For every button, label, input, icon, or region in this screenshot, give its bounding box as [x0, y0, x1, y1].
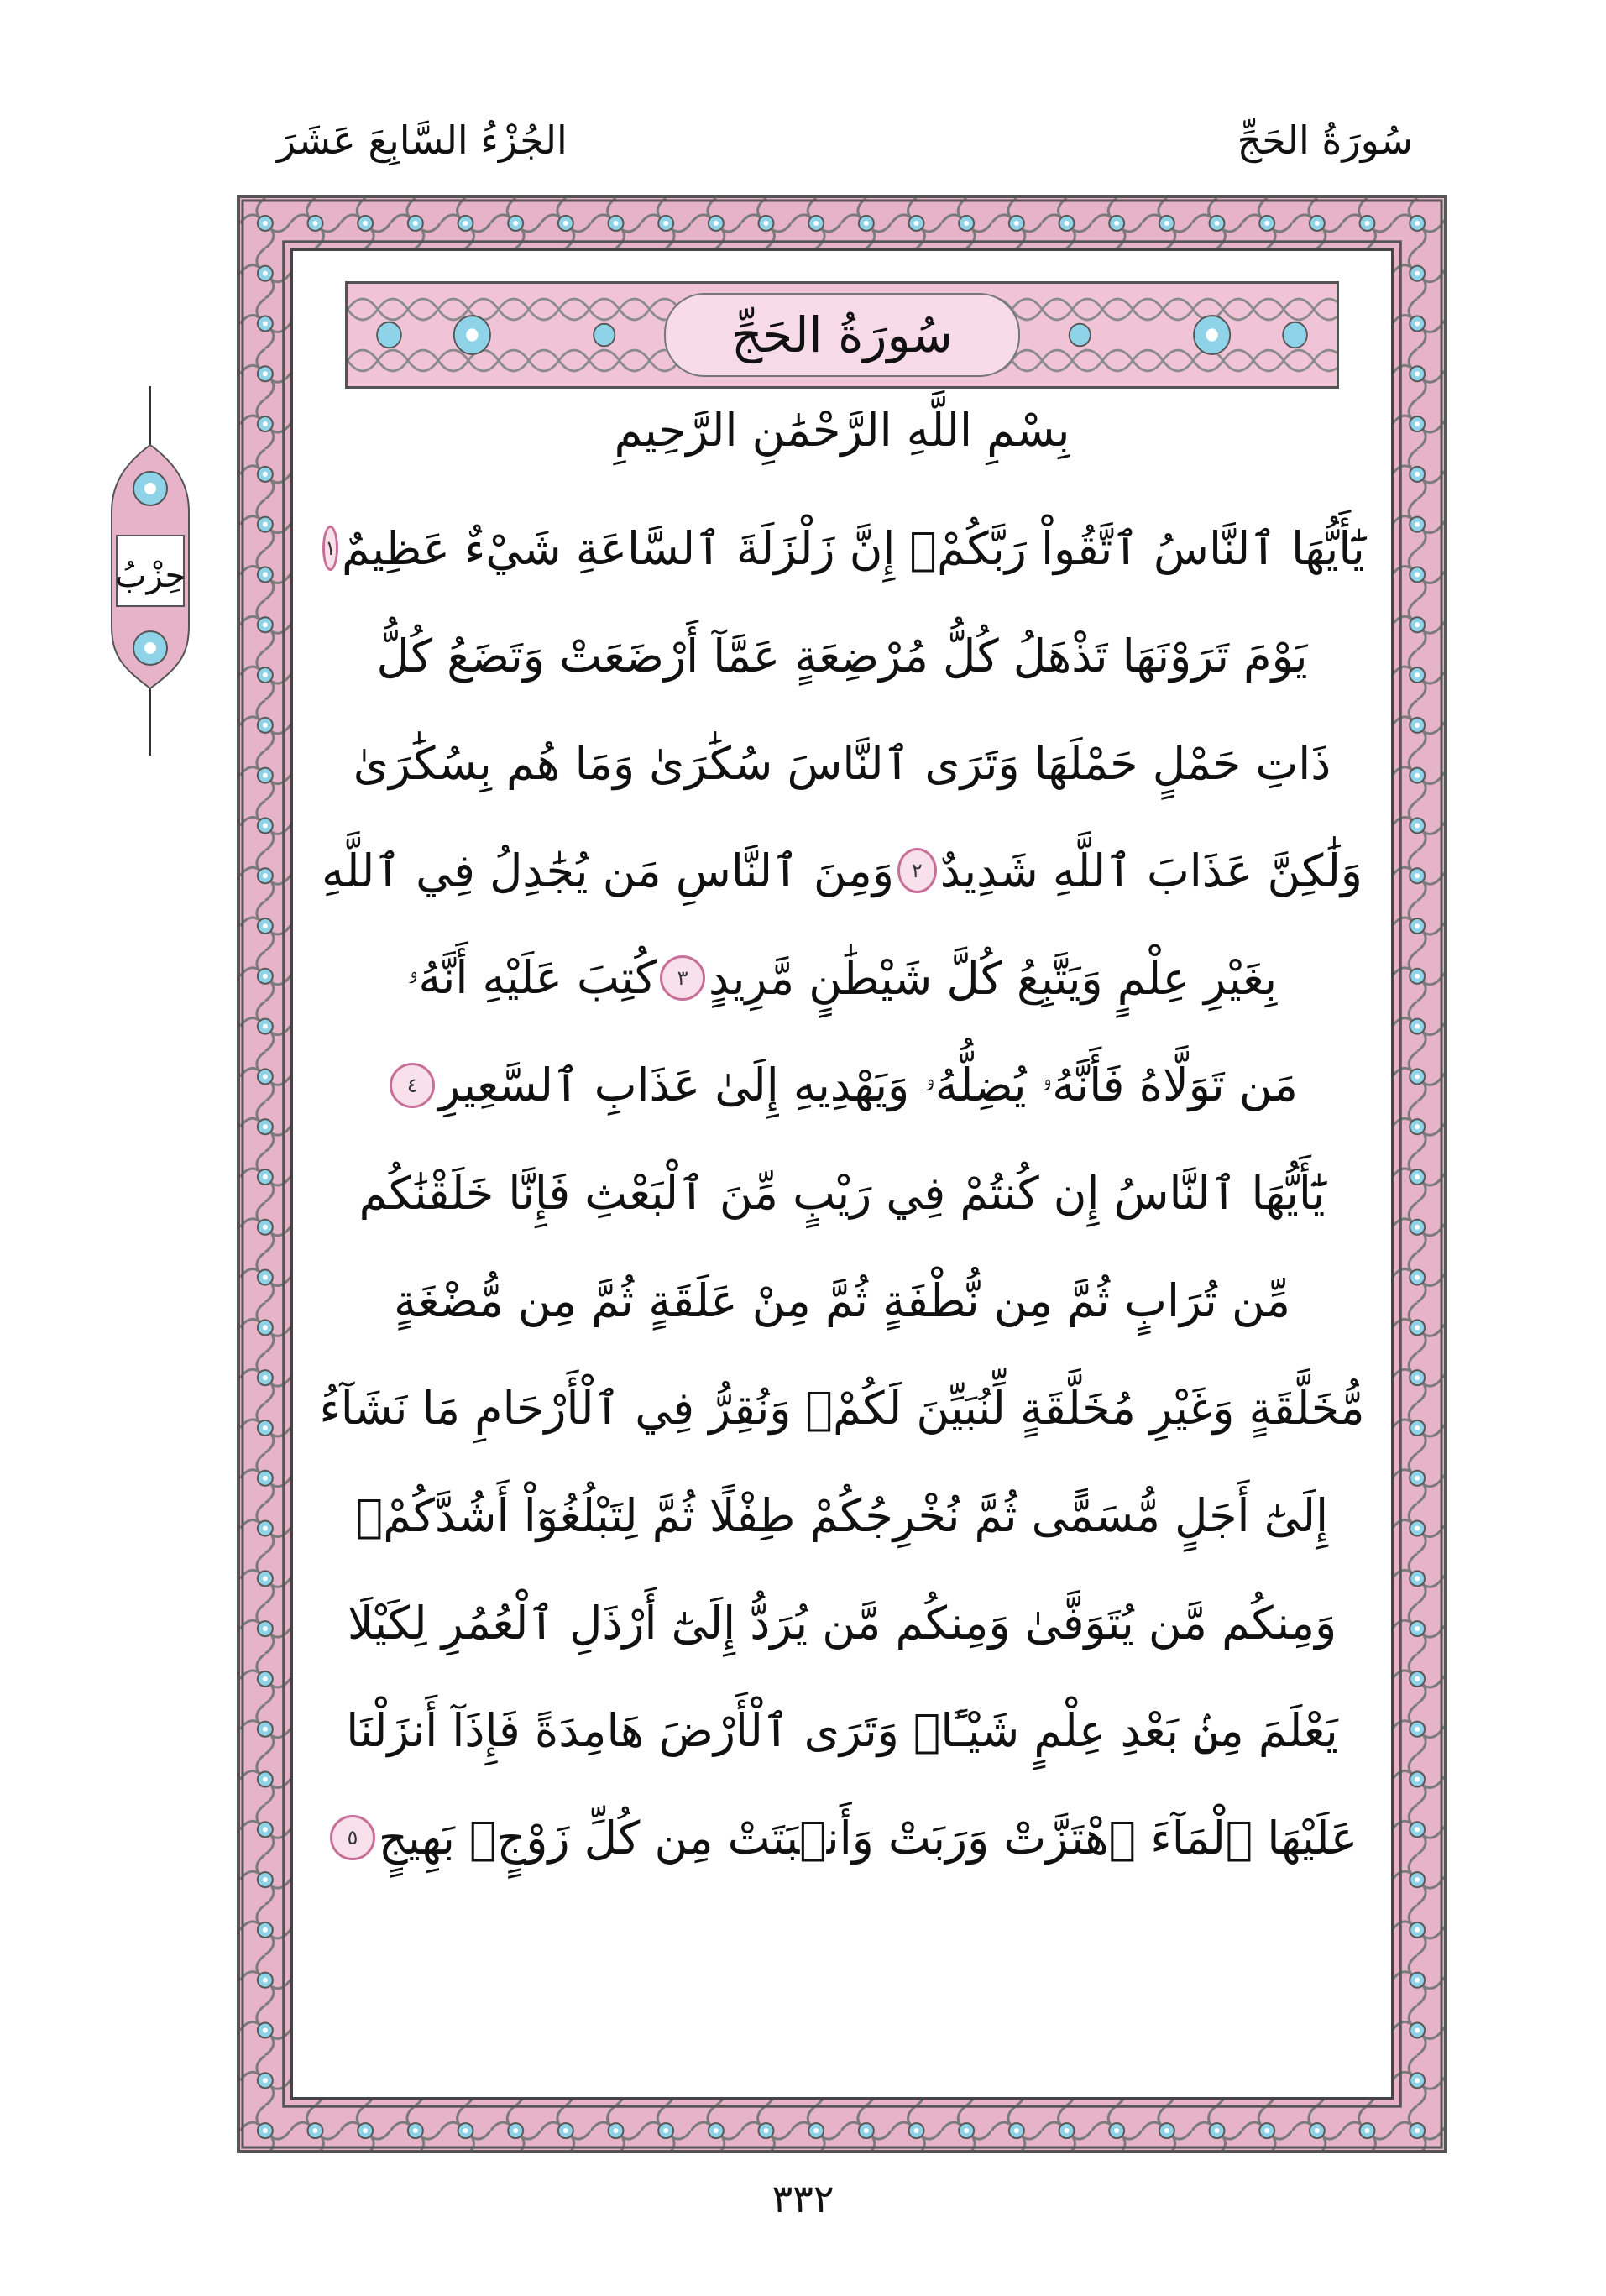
verse-text: وَلَٰكِنَّ عَذَابَ ٱللَّهِ شَدِيدٌ — [939, 844, 1363, 897]
ayah-number-marker: ١ — [322, 526, 338, 571]
verse-text: بِغَيْرِ عِلْمٍ وَيَتَّبِعُ كُلَّ شَيْطَٰنٍ مَّرِيدٍ — [709, 951, 1278, 1005]
verse-line — [322, 1247, 1363, 1354]
verse-text: إِلَىٰٓ أَجَلٍ مُّسَمًّى ثُمَّ نُخْرِجُكُمْ طِفْلًا ثُمَّ لِتَبْلُغُوٓاْ أَشُدَّكُمْۖ — [355, 1488, 1329, 1542]
banner-cartouche — [664, 293, 1020, 377]
verse-line — [322, 1462, 1363, 1569]
verse-line — [322, 1139, 1363, 1247]
verse-text: يَوْمَ تَرَوْنَهَا تَذْهَلُ كُلُّ مُرْضِعَةٍ عَمَّآ أَرْضَعَتْ وَتَضَعُ كُلُّ — [376, 629, 1308, 683]
verse-line — [322, 924, 1363, 1032]
surah-header: سُورَةُ الحَجِّ — [1237, 118, 1413, 163]
verse-text: مَن تَوَلَّاهُ فَأَنَّهُۥ يُضِلُّهُۥ وَيَهْدِيهِ إِلَىٰ عَذَابِ ٱلسَّعِيرِ — [438, 1059, 1298, 1111]
page-number: ٣٣٢ — [772, 2176, 834, 2221]
verse-line — [322, 494, 1363, 602]
ayah-number-marker: ٤ — [390, 1063, 435, 1108]
text-panel — [290, 248, 1394, 2100]
verse-text: يَٰٓأَيُّهَا ٱلنَّاسُ ٱتَّقُواْ رَبَّكُمْۚ إِنَّ زَلْزَلَةَ ٱلسَّاعَةِ شَيْءٌ عَظِيمٌ — [342, 521, 1365, 575]
verse-text: مُّخَلَّقَةٍ وَغَيْرِ مُخَلَّقَةٍ لِّنُبَيِّنَ لَكُمْۚ وَنُقِرُّ فِي ٱلْأَرْحَامِ مَا نَشَآءُ — [319, 1381, 1365, 1435]
verse-text: مِّن تُرَابٍ ثُمَّ مِن نُّطْفَةٍ ثُمَّ مِنْ عَلَقَةٍ ثُمَّ مِن مُّضْغَةٍ — [393, 1274, 1291, 1327]
page-border-frame — [237, 195, 1447, 2153]
ayah-number-marker: ٢ — [897, 848, 937, 893]
surah-title-banner — [345, 281, 1339, 389]
verse-line — [322, 709, 1363, 817]
verse-text: وَمِنكُم مَّن يُتَوَفَّىٰ وَمِنكُم مَّن يُرَدُّ إِلَىٰٓ أَرْذَلِ ٱلْعُمُرِ لِكَيْلَا — [347, 1596, 1337, 1650]
verse-text: يَٰٓأَيُّهَا ٱلنَّاسُ إِن كُنتُمْ فِي رَيْبٍ مِّنَ ٱلْبَعْثِ فَإِنَّا خَلَقْنَٰكُم — [358, 1166, 1326, 1220]
verse-text: عَلَيْهَا ٱلْمَآءَ ٱهْتَزَّتْ وَرَبَتْ وَأَنۢبَتَتْ مِن كُلِّ زَوْجٍۭ بَهِيجٍ — [378, 1811, 1358, 1865]
verse-line — [322, 817, 1363, 924]
verse-line — [322, 1676, 1363, 1784]
basmala: بِسْمِ اللَّهِ الرَّحْمَٰنِ الرَّحِيمِ — [614, 404, 1070, 457]
verse-line — [322, 602, 1363, 709]
verse-line — [322, 1784, 1363, 1891]
verse-text: يَعْلَمَ مِنۢ بَعْدِ عِلْمٍ شَيْـًٔاۚ وَتَرَى ٱلْأَرْضَ هَامِدَةً فَإِذَآ أَنزَلْنَا — [346, 1703, 1338, 1757]
verse-text: كُتِبَ عَلَيْهِ أَنَّهُۥ — [406, 951, 657, 1004]
surah-title: سُورَةُ الحَجِّ — [730, 306, 954, 363]
ayah-number-marker: ٥ — [330, 1815, 375, 1860]
hizb-label: حِزْبُ — [114, 557, 186, 595]
verse-line — [322, 1032, 1363, 1139]
verse-line — [319, 1354, 1365, 1462]
verse-text: ذَاتِ حَمْلٍ حَمْلَهَا وَتَرَى ٱلنَّاسَ سُكَٰرَىٰ وَمَا هُم بِسُكَٰرَىٰ — [353, 736, 1331, 790]
verse-lines — [319, 494, 1365, 1891]
juz-header: الجُزْءُ السَّابِعَ عَشَرَ — [277, 118, 568, 163]
ayah-number-marker: ٣ — [660, 955, 705, 1001]
verse-line — [322, 1569, 1363, 1676]
hizb-marker — [97, 386, 227, 756]
verse-text: وَمِنَ ٱلنَّاسِ مَن يُجَٰدِلُ فِي ٱللَّهِ — [322, 844, 894, 897]
